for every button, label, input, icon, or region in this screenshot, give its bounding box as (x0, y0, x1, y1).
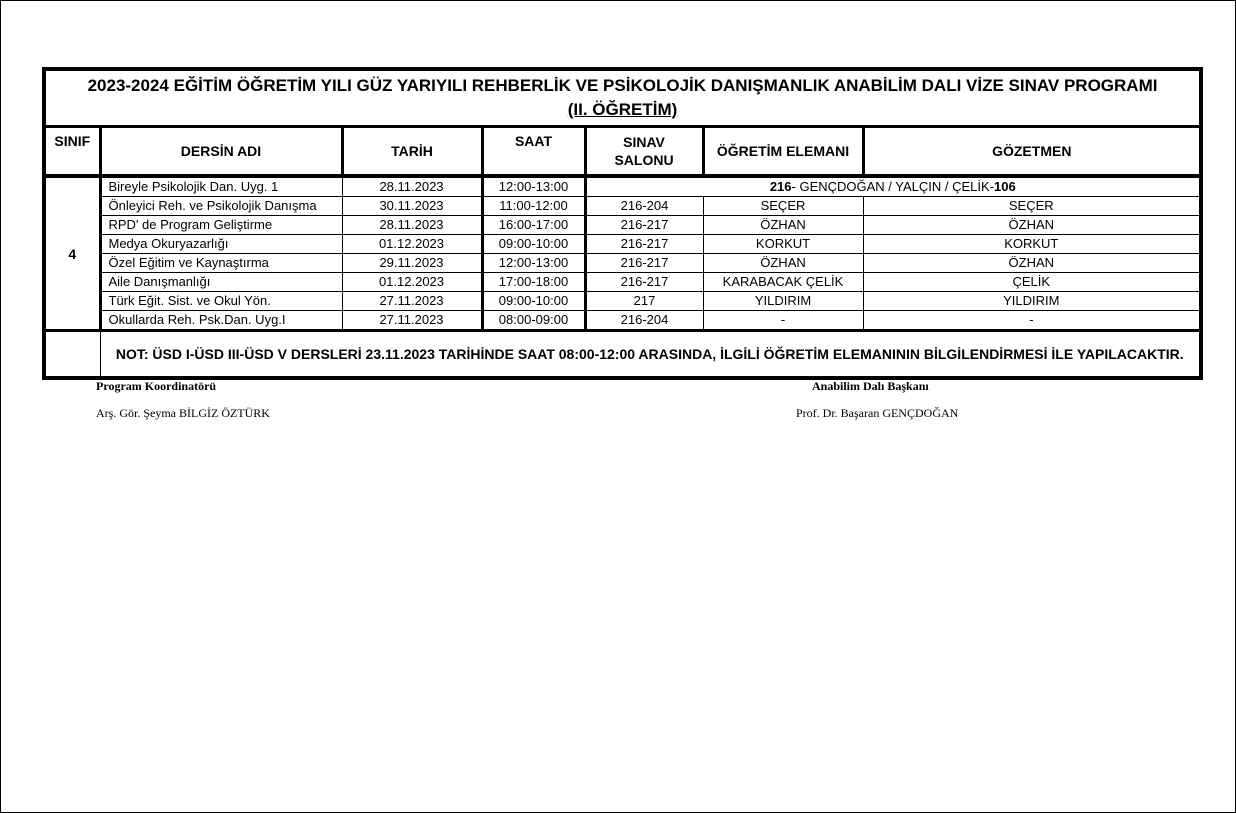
table-row (44, 273, 1201, 292)
merged-staff: - GENÇDOĞAN / YALÇIN / ÇELİK- (791, 179, 995, 194)
exam-date: 01.12.2023 (342, 235, 482, 254)
instructor: - (703, 311, 863, 331)
exam-date: 30.11.2023 (342, 197, 482, 216)
exam-time: 12:00-13:00 (482, 176, 585, 197)
exam-time: 11:00-12:00 (482, 197, 585, 216)
course-name: Okullarda Reh. Psk.Dan. Uyg.I (100, 311, 342, 331)
table-row (44, 176, 1201, 197)
table-row (44, 235, 1201, 254)
proctor: YILDIRIM (863, 292, 1201, 311)
instructor: ÖZHAN (703, 254, 863, 273)
merged-room-c: 106 (994, 179, 1016, 194)
course-name: RPD' de Program Geliştirme (100, 216, 342, 235)
instructor: KARABACAK ÇELİK (703, 273, 863, 292)
instructor: SEÇER (703, 197, 863, 216)
proctor: KORKUT (863, 235, 1201, 254)
exam-time: 08:00-09:00 (482, 311, 585, 331)
page-title (44, 69, 1201, 127)
exam-time: 09:00-10:00 (482, 235, 585, 254)
exam-room: 216-217 (585, 273, 703, 292)
proctor: - (863, 311, 1201, 331)
exam-room: 216-217 (585, 254, 703, 273)
instructor: KORKUT (703, 235, 863, 254)
title-line-1: 2023-2024 EĞİTİM ÖĞRETİM YILI GÜZ YARIYILI REHBERLİK VE PSİKOLOJİK DANIŞMANLIK ANABİLİM DALI VİZE SINAV PROGRAMI (87, 76, 1158, 95)
exam-room: 216-204 (585, 197, 703, 216)
header-row (44, 127, 1201, 177)
proctor: ÇELİK (863, 273, 1201, 292)
merged-room-a: 216 (769, 179, 792, 194)
exam-date: 01.12.2023 (342, 273, 482, 292)
course-name: Önleyici Reh. ve Psikolojik Danışma (100, 197, 342, 216)
note-row (44, 331, 1201, 379)
exam-schedule-table (42, 67, 1203, 380)
exam-room: 217 (585, 292, 703, 311)
instructor: YILDIRIM (703, 292, 863, 311)
table-row (44, 216, 1201, 235)
proctor: ÖZHAN (863, 216, 1201, 235)
exam-time: 17:00-18:00 (482, 273, 585, 292)
exam-date: 27.11.2023 (342, 311, 482, 331)
right-signature-name: Prof. Dr. Başaran GENÇDOĞAN (796, 406, 959, 420)
sinif-value: 4 (44, 176, 100, 331)
header-salon-line-2: SALONU (614, 152, 674, 168)
course-name: Bireyle Psikolojik Dan. Uyg. 1 (100, 176, 342, 197)
note-text: NOT: ÜSD I-ÜSD III-ÜSD V DERSLERİ 23.11.2023 TARİHİNDE SAAT 08:00-12:00 ARASINDA, İLGİLİ ÖĞRETİM ELEMANININ BİLGİLENDİRMESİ İLE YAPILACAKTIR. (100, 331, 1201, 379)
course-name: Medya Okuryazarlığı (100, 235, 342, 254)
header-saat: SAAT (482, 127, 585, 177)
table-row (44, 254, 1201, 273)
proctor: SEÇER (863, 197, 1201, 216)
course-name: Türk Eğit. Sist. ve Okul Yön. (100, 292, 342, 311)
exam-room: 216-217 (585, 235, 703, 254)
instructor: ÖZHAN (703, 216, 863, 235)
exam-time: 16:00-17:00 (482, 216, 585, 235)
header-sinif: SINIF (44, 127, 100, 177)
left-signature-title: Program Koordinatörü (96, 379, 217, 393)
exam-room: 216-217 (585, 216, 703, 235)
exam-time: 09:00-10:00 (482, 292, 585, 311)
header-salon (585, 127, 703, 177)
exam-date: 27.11.2023 (342, 292, 482, 311)
merged-room-staff (585, 176, 1201, 197)
table-row (44, 311, 1201, 331)
header-gozetmen: GÖZETMEN (863, 127, 1201, 177)
header-tarih: TARİH (342, 127, 482, 177)
exam-time: 12:00-13:00 (482, 254, 585, 273)
table-row (44, 197, 1201, 216)
header-salon-line-1: SINAV (623, 134, 665, 150)
left-signature-name: Arş. Gör. Şeyma BİLGİZ ÖZTÜRK (96, 406, 270, 420)
exam-room: 216-204 (585, 311, 703, 331)
exam-date: 28.11.2023 (342, 216, 482, 235)
right-signature-title: Anabilim Dalı Başkanı (812, 379, 929, 393)
exam-date: 29.11.2023 (342, 254, 482, 273)
header-ogretim: ÖĞRETİM ELEMANI (703, 127, 863, 177)
exam-date: 28.11.2023 (342, 176, 482, 197)
header-ders: DERSİN ADI (100, 127, 342, 177)
course-name: Aile Danışmanlığı (100, 273, 342, 292)
course-name: Özel Eğitim ve Kaynaştırma (100, 254, 342, 273)
title-line-2: (II. ÖĞRETİM) (567, 100, 678, 119)
table-row (44, 292, 1201, 311)
note-empty-cell (44, 331, 100, 379)
proctor: ÖZHAN (863, 254, 1201, 273)
